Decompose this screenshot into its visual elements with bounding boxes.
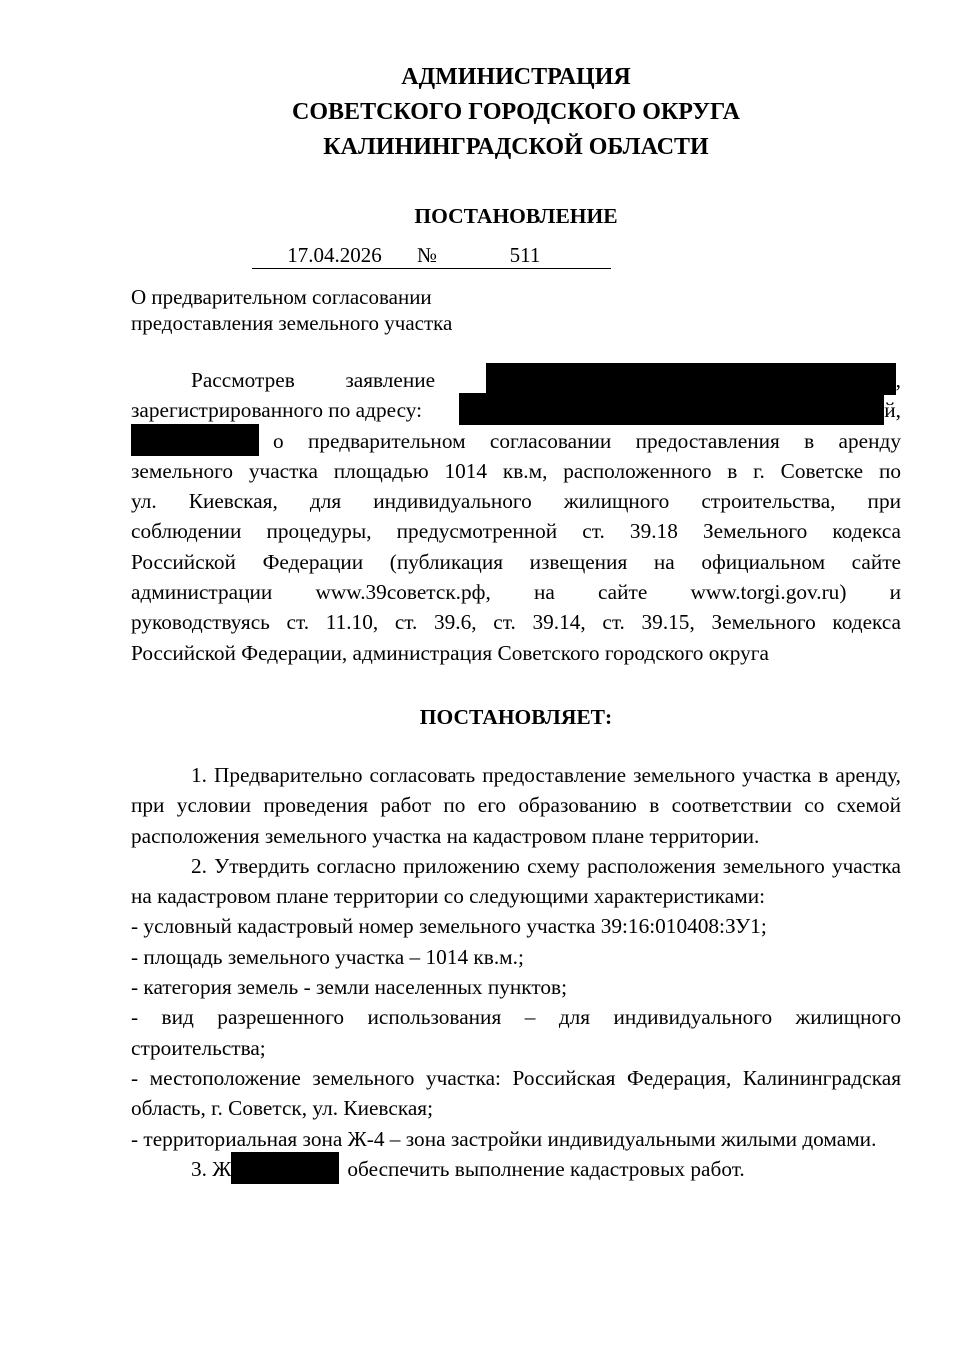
preamble-text: о предварительном согласовании предоставления в аренду [273, 428, 901, 453]
preamble-line-8: администрации www.39советск.рф, на сайте www.torgi.gov.ru) и [131, 580, 901, 605]
subject-line-1: О предварительном согласовании [131, 285, 432, 309]
document-page [131, 60, 901, 1181]
preamble-line-4: земельного участка площадью 1014 кв.м, расположенного в г. Советске по [131, 458, 901, 483]
characteristic-3: - категория земель - земли населенных пунктов; [131, 975, 568, 1000]
subject-line-2: предоставления земельного участка [131, 311, 453, 335]
preamble-word: , [895, 368, 901, 392]
document-number: 511 [439, 242, 611, 269]
preamble-line-9: руководствуясь ст. 11.10, ст. 39.6, ст. 39.14, ст. 39.15, Земельного кодекса [131, 610, 901, 635]
header-line-3: КАЛИНИНГРАДСКОЙ ОБЛАСТИ [323, 134, 709, 160]
characteristic-6: - территориальная зона Ж-4 – зона застройки индивидуальными жилыми домами. [131, 1126, 877, 1151]
item-3-prefix: 3. Ж [191, 1156, 232, 1181]
preamble-line-10: Российской Федерации, администрация Советского городского округа [131, 640, 769, 665]
preamble-word: заявление [345, 368, 436, 392]
item-3-text: обеспечить выполнение кадастровых работ. [347, 1156, 745, 1181]
characteristic-2: - площадь земельного участка – 1014 кв.м.; [131, 944, 524, 969]
header-line-1: АДМИНИСТРАЦИЯ [401, 64, 631, 90]
document-subject [131, 284, 452, 336]
item-3 [131, 1154, 901, 1184]
preamble-line-7: Российской Федерации (публикация извещения на официальном сайте [131, 549, 901, 574]
resolves-heading: ПОСТАНОВЛЯЕТ: [419, 705, 613, 729]
preamble-word: й, [884, 398, 901, 423]
characteristic-1: - условный кадастровый номер земельного участка 39:16:010408:ЗУ1; [131, 914, 767, 939]
preamble-line-1 [131, 365, 901, 395]
redaction-block [459, 393, 884, 425]
preamble-redaction-group [486, 365, 901, 395]
header-line-2: СОВЕТСКОГО ГОРОДСКОГО ОКРУГА [292, 99, 740, 125]
document-header [131, 60, 901, 165]
preamble [131, 365, 901, 668]
item-1: 1. Предварительно согласовать предоставление земельного участка в аренду, при условии проведения работ по его образованию в соответствии со схемой расположения земельного участка на кадастровом плане территории. [131, 763, 901, 848]
redaction-block [231, 1152, 339, 1184]
document-date: 17.04.2026 [252, 242, 417, 269]
redaction-block [131, 424, 259, 456]
preamble-line-6: соблюдении процедуры, предусмотренной ст. 39.18 Земельного кодекса [131, 519, 901, 544]
characteristic-5: - местоположение земельного участка: Российская Федерация, Калининградская область, г. Советск, ул. Киевская; [131, 1065, 901, 1121]
number-sign: № [417, 243, 438, 267]
preamble-word: Рассмотрев [191, 368, 295, 392]
preamble-line-5: ул. Киевская, для индивидуального жилищного строительства, при [131, 489, 901, 514]
characteristic-4: - вид разрешенного использования – для индивидуального жилищного строительства; [131, 1005, 901, 1060]
preamble-line-3 [131, 426, 901, 456]
item-2: 2. Утвердить согласно приложению схему расположения земельного участка на кадастровом плане территории со следующими характеристиками: [131, 853, 901, 909]
preamble-word: зарегистрированного по адресу: [131, 398, 423, 423]
resolution-items [131, 760, 901, 1184]
date-number-line [252, 242, 611, 272]
preamble-line-2 [131, 395, 901, 425]
document-type: ПОСТАНОВЛЕНИЕ [414, 204, 618, 228]
redaction-block [486, 363, 896, 395]
preamble-redaction-group [459, 395, 901, 425]
